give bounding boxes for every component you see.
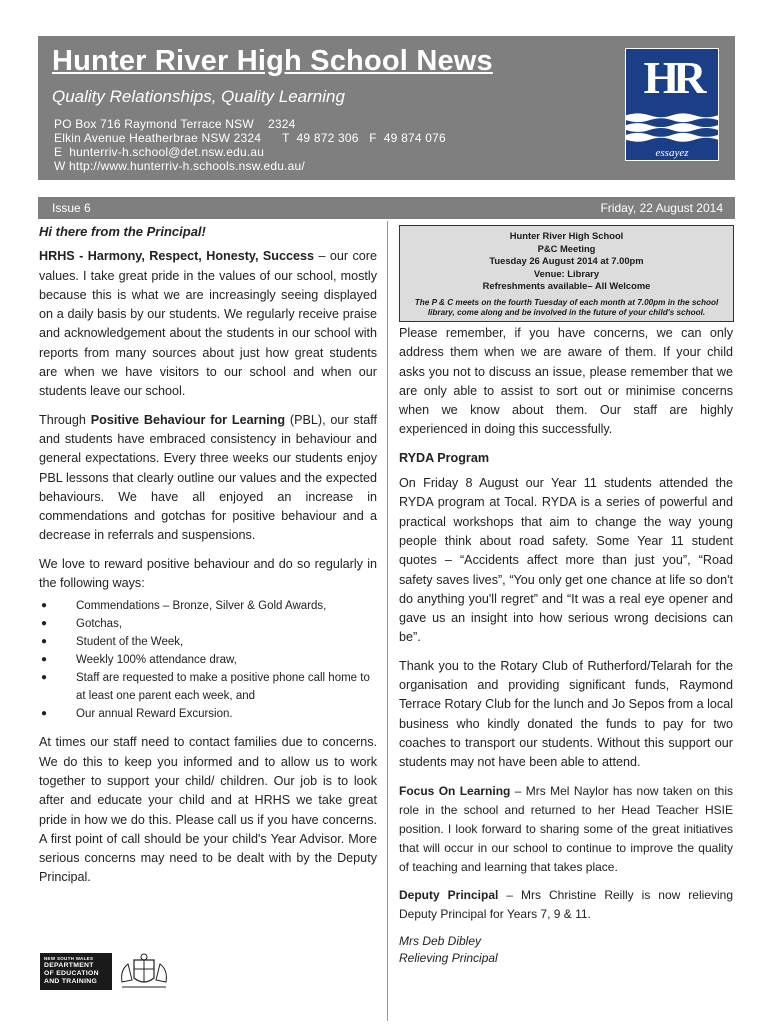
column-divider [387, 221, 388, 1021]
signature [399, 933, 733, 967]
rewards-list [39, 597, 377, 723]
school-logo [625, 48, 719, 161]
concerns-paragraph: At times our staff need to contact families due to concerns. We do this to keep you informed and to allow us to work together to support your child/ children. Our job is to look after and educate your child and at HRHS we take great pride in how we do this. Please call us if you have concerns. A first point of call should be your child's Year Advisor. More serious concerns may need to be dealt with by the Deputy Principal. [39, 735, 377, 885]
pc-line: Hunter River High School [509, 230, 624, 241]
principal-column [39, 222, 377, 897]
principal-greeting: Hi there from the Principal! [39, 224, 206, 239]
issue-date: Friday, 22 August 2014 [600, 201, 723, 215]
address-line: PO Box 716 Raymond Terrace NSW 2324 [54, 117, 296, 131]
focus-paragraph: Focus On Learning – Mrs Mel Naylor has now taken on this role in the school and returned to her Head Teacher HSIE position. I look forward to sharing some of the great initiatives that will occur in our school to continue to improve the quality of teaching and learning that takes place. [399, 783, 734, 874]
tagline: Quality Relationships, Quality Learning [52, 87, 345, 106]
pc-line: Refreshments available– All Welcome [482, 280, 651, 292]
core-values-paragraph: HRHS - Harmony, Respect, Honesty, Success – our core values. I take great pride in the values of our school, mostly because this is what we are increasingly seeing displayed on a daily basis by our students. We regularly receive praise and acknowledgement about the students in our school with reports from many sources about just how great students are when we have visitors to our school and when our students leave our school. [39, 249, 377, 399]
department-logo: NEW SOUTH WALES DEPARTMENT OF EDUCATION AND TRAINING [40, 953, 112, 990]
address-phone-line: Elkin Avenue Heatherbrae NSW 2324 T 49 872 306 F 49 874 076 [54, 131, 446, 145]
list-item: ● Gotchas, [41, 618, 123, 631]
ryda-thanks-paragraph: Thank you to the Rotary Club of Rutherford/Telarah for the organisation and providing significant funds, Raymond Terrace Rotary Club for the lunch and Jo Sepos from a local business who kindly donated the funds to pay for two coaches to transport our students. Without this support our students may not have been able to attend. [399, 658, 733, 770]
masthead [38, 36, 735, 180]
signature-role: Relieving Principal [399, 950, 498, 965]
deputy-heading: Deputy Principal [399, 887, 499, 902]
focus-heading: Focus On Learning [399, 783, 511, 798]
issue-bar [38, 197, 735, 219]
signature-name: Mrs Deb Dibley [399, 933, 482, 948]
pbl-paragraph: Through Positive Behaviour for Learning (PBL), our staff and students have embraced consistency in behaviour and general expectations. Every three weeks our students enjoy PBL lessons that clearly outline our values and the expected behaviours. We have all enjoyed an increase in commendations and gotchas for positive behaviour and a decrease in referrals and suspensions. [39, 412, 377, 543]
website-line: W http://www.hunterriv-h.schools.nsw.edu.au/ [54, 159, 305, 173]
list-item: ● Commendations – Bronze, Silver & Gold Awards, [41, 600, 327, 613]
list-item: ● Our annual Reward Excursion. [41, 708, 233, 721]
ryda-heading: RYDA Program [399, 450, 490, 465]
logo-motto: essayez [655, 147, 689, 159]
rewards-intro: We love to reward positive behaviour and do so regularly in the following ways: [39, 556, 377, 591]
concerns-reminder: Please remember, if you have concerns, we can only address them when we are aware of them. If your child asks you not to discuss an issue, please remember that we are only able to assist to sort out or minimise concerns when we know about them. Our staff are highly experienced in doing this successfully. [399, 326, 733, 437]
pc-line: Tuesday 26 August 2014 at 7.00pm [489, 255, 644, 267]
issue-number: Issue 6 [52, 201, 91, 215]
pc-line: Venue: Library [533, 267, 600, 279]
waves-icon [626, 111, 718, 145]
list-item: ● Student of the Week, [41, 636, 184, 649]
pc-meeting-notice [399, 225, 734, 322]
list-item: ● Staff are requested to make a positive phone call home to at least one parent each week, and [41, 672, 370, 703]
pc-note: The P & C meets on the fourth Tuesday of each month at 7.00pm in the school library, come along and be involved in the future of your child's school. [414, 297, 719, 317]
pbl-heading: Positive Behaviour for Learning [90, 412, 286, 427]
nsw-crest-icon [116, 952, 172, 992]
core-values-heading: HRHS - Harmony, Respect, Honesty, Success [39, 249, 315, 264]
logo-monogram: HR [643, 52, 701, 103]
email-line: E hunterriv-h.school@det.nsw.edu.au [54, 145, 265, 159]
newsletter-title: Hunter River High School News [52, 45, 493, 77]
deputy-paragraph: Deputy Principal – Mrs Christine Reilly is now relieving Deputy Principal for Years 7, 9 & 11. [399, 887, 733, 921]
right-column [399, 324, 733, 967]
list-item: ● Weekly 100% attendance draw, [41, 654, 237, 667]
pc-line: P&C Meeting [537, 242, 596, 254]
ryda-paragraph: On Friday 8 August our Year 11 students attended the RYDA program at Tocal. RYDA is a series of powerful and practical workshops that aim to change the way young people think about road safety. Some Year 11 student quotes – “Accidents affect more than just you”, “Road safety saves lives”, “You only get one chance at life so don't do anything you'll regret” and “It was a real eye opener and gave us an insight into how serious wrong decisions can be”. [399, 476, 733, 645]
